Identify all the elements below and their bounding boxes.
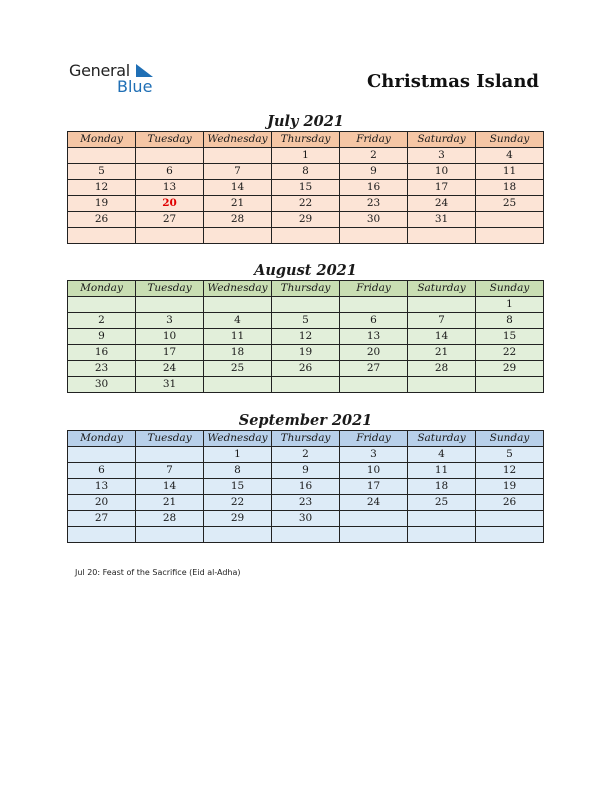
day-cell: 4 bbox=[476, 148, 544, 164]
day-cell bbox=[136, 527, 204, 543]
day-cell: 19 bbox=[272, 345, 340, 361]
weekday-header: Monday bbox=[68, 281, 136, 297]
day-cell: 24 bbox=[408, 196, 476, 212]
day-cell bbox=[476, 377, 544, 393]
day-cell: 10 bbox=[408, 164, 476, 180]
day-cell: 1 bbox=[272, 148, 340, 164]
day-cell bbox=[408, 297, 476, 313]
week-row bbox=[68, 329, 544, 345]
day-cell bbox=[136, 228, 204, 244]
day-cell: 23 bbox=[68, 361, 136, 377]
week-row bbox=[68, 297, 544, 313]
day-cell: 23 bbox=[340, 196, 408, 212]
logo-general-text: General bbox=[69, 61, 130, 80]
day-cell: 28 bbox=[408, 361, 476, 377]
calendar-table bbox=[67, 280, 544, 393]
day-cell: 25 bbox=[204, 361, 272, 377]
day-cell: 25 bbox=[408, 495, 476, 511]
day-cell bbox=[476, 212, 544, 228]
day-cell bbox=[136, 447, 204, 463]
day-cell: 12 bbox=[272, 329, 340, 345]
day-cell: 13 bbox=[340, 329, 408, 345]
day-cell: 12 bbox=[476, 463, 544, 479]
weekday-header: Thursday bbox=[272, 431, 340, 447]
day-cell: 17 bbox=[136, 345, 204, 361]
week-row bbox=[68, 345, 544, 361]
day-cell bbox=[476, 228, 544, 244]
weekday-header: Sunday bbox=[476, 281, 544, 297]
weekday-header: Wednesday bbox=[204, 431, 272, 447]
week-row bbox=[68, 148, 544, 164]
day-cell: 21 bbox=[136, 495, 204, 511]
day-cell bbox=[68, 447, 136, 463]
day-cell: 7 bbox=[136, 463, 204, 479]
day-cell bbox=[136, 297, 204, 313]
day-cell: 17 bbox=[408, 180, 476, 196]
day-cell: 8 bbox=[476, 313, 544, 329]
holiday-day-cell: 20 bbox=[136, 196, 204, 212]
day-cell: 8 bbox=[272, 164, 340, 180]
day-cell: 16 bbox=[340, 180, 408, 196]
day-cell: 22 bbox=[272, 196, 340, 212]
day-cell: 13 bbox=[136, 180, 204, 196]
day-cell bbox=[204, 148, 272, 164]
day-cell: 1 bbox=[476, 297, 544, 313]
calendar-table bbox=[67, 430, 544, 543]
month-title: September 2021 bbox=[238, 412, 373, 429]
day-cell: 11 bbox=[476, 164, 544, 180]
day-cell: 6 bbox=[340, 313, 408, 329]
day-cell: 31 bbox=[408, 212, 476, 228]
weekday-header: Wednesday bbox=[204, 132, 272, 148]
day-cell: 18 bbox=[476, 180, 544, 196]
day-cell: 14 bbox=[204, 180, 272, 196]
day-cell bbox=[68, 228, 136, 244]
weekday-header: Tuesday bbox=[136, 132, 204, 148]
day-cell: 5 bbox=[68, 164, 136, 180]
day-cell: 26 bbox=[476, 495, 544, 511]
day-cell: 21 bbox=[204, 196, 272, 212]
week-row bbox=[68, 463, 544, 479]
day-cell: 18 bbox=[204, 345, 272, 361]
day-cell: 16 bbox=[272, 479, 340, 495]
day-cell: 29 bbox=[272, 212, 340, 228]
weekday-header-row bbox=[68, 132, 544, 148]
week-row bbox=[68, 180, 544, 196]
day-cell: 26 bbox=[272, 361, 340, 377]
day-cell: 12 bbox=[68, 180, 136, 196]
month-august bbox=[67, 261, 544, 393]
week-row bbox=[68, 212, 544, 228]
day-cell: 25 bbox=[476, 196, 544, 212]
day-cell bbox=[272, 297, 340, 313]
day-cell bbox=[408, 511, 476, 527]
day-cell bbox=[476, 511, 544, 527]
day-cell: 5 bbox=[476, 447, 544, 463]
day-cell bbox=[272, 377, 340, 393]
day-cell bbox=[408, 527, 476, 543]
day-cell: 21 bbox=[408, 345, 476, 361]
weekday-header: Thursday bbox=[272, 281, 340, 297]
day-cell: 29 bbox=[204, 511, 272, 527]
day-cell: 20 bbox=[340, 345, 408, 361]
weekday-header: Saturday bbox=[408, 431, 476, 447]
day-cell: 19 bbox=[476, 479, 544, 495]
weekday-header: Tuesday bbox=[136, 281, 204, 297]
day-cell: 17 bbox=[340, 479, 408, 495]
day-cell: 15 bbox=[272, 180, 340, 196]
day-cell bbox=[204, 297, 272, 313]
day-cell: 4 bbox=[408, 447, 476, 463]
day-cell bbox=[340, 228, 408, 244]
day-cell bbox=[272, 527, 340, 543]
day-cell: 11 bbox=[408, 463, 476, 479]
month-title: August 2021 bbox=[254, 262, 357, 279]
day-cell: 23 bbox=[272, 495, 340, 511]
day-cell: 30 bbox=[272, 511, 340, 527]
day-cell bbox=[272, 228, 340, 244]
day-cell: 15 bbox=[476, 329, 544, 345]
month-title: July 2021 bbox=[267, 113, 344, 130]
day-cell bbox=[408, 228, 476, 244]
day-cell: 29 bbox=[476, 361, 544, 377]
weekday-header: Friday bbox=[340, 431, 408, 447]
day-cell: 27 bbox=[68, 511, 136, 527]
logo-blue-text: Blue bbox=[117, 77, 153, 96]
day-cell bbox=[476, 527, 544, 543]
weekday-header: Sunday bbox=[476, 132, 544, 148]
month-july bbox=[67, 112, 544, 244]
week-row bbox=[68, 527, 544, 543]
day-cell: 6 bbox=[136, 164, 204, 180]
day-cell bbox=[136, 148, 204, 164]
day-cell: 3 bbox=[136, 313, 204, 329]
day-cell: 30 bbox=[340, 212, 408, 228]
day-cell: 1 bbox=[204, 447, 272, 463]
weekday-header-row bbox=[68, 431, 544, 447]
day-cell bbox=[340, 377, 408, 393]
weekday-header: Tuesday bbox=[136, 431, 204, 447]
weekday-header: Friday bbox=[340, 281, 408, 297]
day-cell: 3 bbox=[340, 447, 408, 463]
weekday-header: Saturday bbox=[408, 281, 476, 297]
weekday-header: Wednesday bbox=[204, 281, 272, 297]
weekday-header: Monday bbox=[68, 132, 136, 148]
day-cell: 7 bbox=[408, 313, 476, 329]
week-row bbox=[68, 361, 544, 377]
day-cell: 16 bbox=[68, 345, 136, 361]
day-cell bbox=[68, 148, 136, 164]
day-cell bbox=[340, 511, 408, 527]
day-cell: 2 bbox=[272, 447, 340, 463]
week-row bbox=[68, 479, 544, 495]
day-cell: 24 bbox=[340, 495, 408, 511]
day-cell: 8 bbox=[204, 463, 272, 479]
day-cell: 14 bbox=[408, 329, 476, 345]
day-cell: 30 bbox=[68, 377, 136, 393]
week-row bbox=[68, 196, 544, 212]
day-cell: 9 bbox=[68, 329, 136, 345]
day-cell: 2 bbox=[68, 313, 136, 329]
week-row bbox=[68, 511, 544, 527]
calendar-table bbox=[67, 131, 544, 244]
week-row bbox=[68, 377, 544, 393]
week-row bbox=[68, 313, 544, 329]
day-cell bbox=[204, 228, 272, 244]
day-cell: 9 bbox=[340, 164, 408, 180]
day-cell: 5 bbox=[272, 313, 340, 329]
day-cell: 24 bbox=[136, 361, 204, 377]
day-cell: 27 bbox=[136, 212, 204, 228]
day-cell: 22 bbox=[476, 345, 544, 361]
country-title: Christmas Island bbox=[366, 71, 539, 92]
day-cell: 19 bbox=[68, 196, 136, 212]
day-cell: 2 bbox=[340, 148, 408, 164]
day-cell: 9 bbox=[272, 463, 340, 479]
day-cell: 22 bbox=[204, 495, 272, 511]
day-cell: 18 bbox=[408, 479, 476, 495]
week-row bbox=[68, 164, 544, 180]
day-cell: 26 bbox=[68, 212, 136, 228]
day-cell: 7 bbox=[204, 164, 272, 180]
day-cell: 28 bbox=[204, 212, 272, 228]
day-cell: 10 bbox=[136, 329, 204, 345]
weekday-header: Monday bbox=[68, 431, 136, 447]
weekday-header: Thursday bbox=[272, 132, 340, 148]
week-row bbox=[68, 228, 544, 244]
day-cell: 28 bbox=[136, 511, 204, 527]
day-cell: 31 bbox=[136, 377, 204, 393]
day-cell: 20 bbox=[68, 495, 136, 511]
day-cell bbox=[340, 297, 408, 313]
day-cell: 11 bbox=[204, 329, 272, 345]
day-cell bbox=[204, 377, 272, 393]
day-cell bbox=[68, 527, 136, 543]
week-row bbox=[68, 447, 544, 463]
weekday-header: Saturday bbox=[408, 132, 476, 148]
weekday-header: Sunday bbox=[476, 431, 544, 447]
day-cell: 14 bbox=[136, 479, 204, 495]
day-cell: 15 bbox=[204, 479, 272, 495]
weekday-header-row bbox=[68, 281, 544, 297]
day-cell bbox=[340, 527, 408, 543]
day-cell: 4 bbox=[204, 313, 272, 329]
day-cell: 3 bbox=[408, 148, 476, 164]
day-cell: 6 bbox=[68, 463, 136, 479]
holiday-note: Jul 20: Feast of the Sacrifice (Eid al-Adha) bbox=[75, 568, 241, 577]
week-row bbox=[68, 495, 544, 511]
logo-triangle-icon bbox=[136, 64, 153, 77]
day-cell bbox=[408, 377, 476, 393]
logo bbox=[69, 60, 169, 100]
day-cell bbox=[68, 297, 136, 313]
day-cell: 10 bbox=[340, 463, 408, 479]
weekday-header: Friday bbox=[340, 132, 408, 148]
day-cell: 27 bbox=[340, 361, 408, 377]
day-cell bbox=[204, 527, 272, 543]
day-cell: 13 bbox=[68, 479, 136, 495]
month-september bbox=[67, 411, 544, 543]
